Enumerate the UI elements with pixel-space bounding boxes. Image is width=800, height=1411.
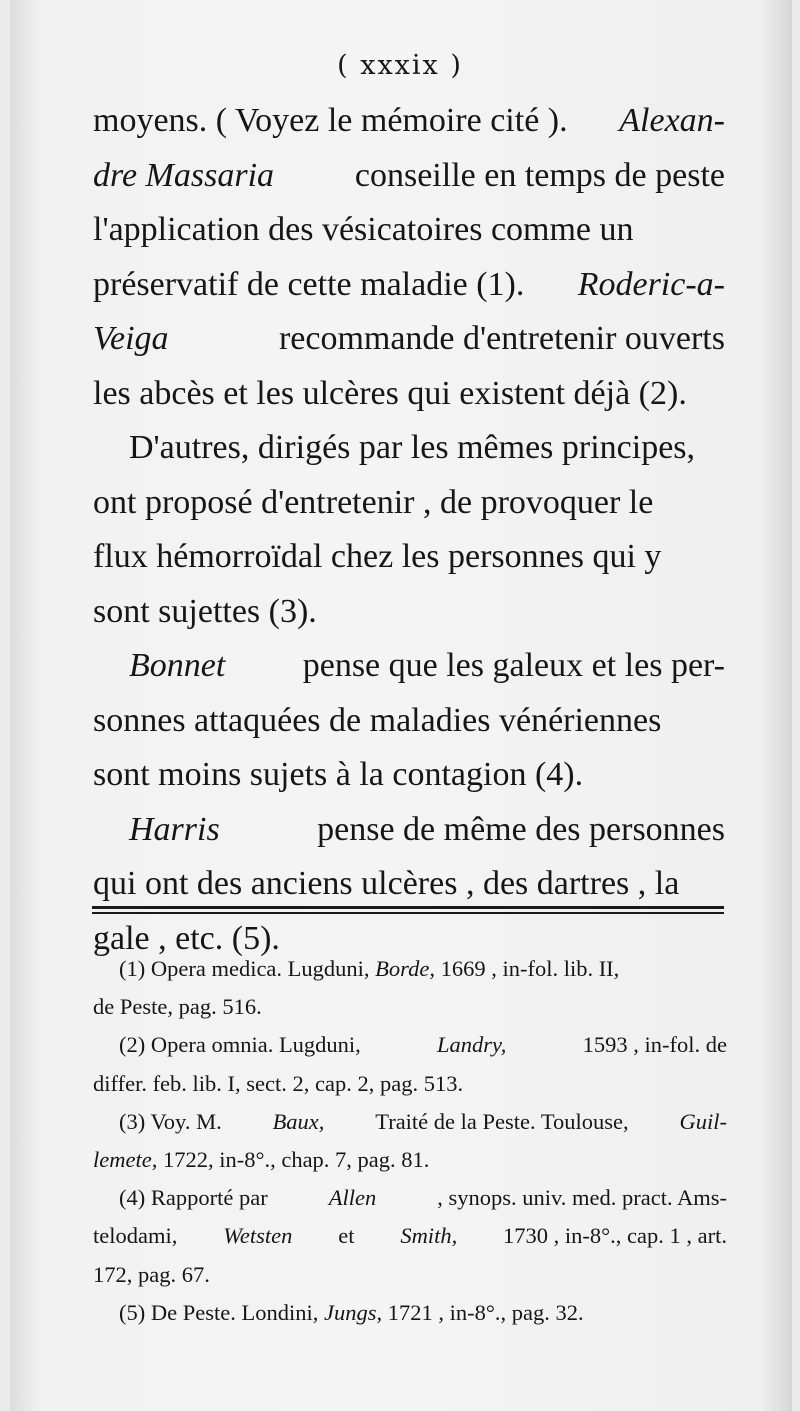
- text-line: [93, 149, 725, 204]
- text-line: l'application des vésicatoires comme un: [93, 211, 634, 248]
- footnote-line: 172, pag. 67.: [93, 1261, 210, 1287]
- text-span: pense de même des personnes: [317, 810, 725, 848]
- text-span: moyens. ( Voyez le mémoire cité ).: [93, 102, 568, 139]
- text-span: recommande d'entretenir ouverts: [278, 320, 725, 357]
- text-span: (1) Opera medica. Lugduni,: [119, 956, 370, 981]
- text-span: telodami,: [93, 1223, 178, 1249]
- text-span: conseille en temps de peste: [354, 156, 725, 194]
- footnote-line: [93, 1026, 727, 1064]
- text-span: (5) De Peste. Londini,: [119, 1299, 319, 1325]
- text-line: sont moins sujets à la contagion (4).: [93, 756, 584, 793]
- text-span-italic: Guil-: [679, 1108, 727, 1134]
- text-span: 1722, in-8°., chap. 7, pag. 81.: [162, 1147, 430, 1173]
- text-span: (4) Rapporté par: [119, 1185, 268, 1211]
- text-span-italic: dre Massaria: [93, 156, 275, 194]
- text-line: qui ont des anciens ulcères , des dartres , la: [93, 865, 680, 902]
- text-span: pense que les galeux et les per-: [302, 647, 725, 684]
- footnote-divider-thin: [92, 912, 724, 914]
- text-line: [93, 803, 725, 858]
- text-span-italic: Allen: [328, 1185, 377, 1211]
- text-span: , synops. univ. med. pract. Ams-: [437, 1185, 727, 1211]
- text-span-italic: Baux,: [272, 1108, 325, 1134]
- text-line: sont sujettes (3).: [93, 592, 317, 630]
- text-span-italic: lemete,: [93, 1147, 158, 1173]
- text-span-italic: Wetsten: [223, 1223, 293, 1249]
- footnote-divider: [92, 906, 724, 909]
- text-span: 1669 , in-fol. lib. II,: [440, 956, 620, 981]
- text-line: [93, 312, 725, 367]
- footnotes: [93, 950, 727, 1332]
- text-span-italic: Landry,: [437, 1032, 507, 1058]
- text-span-italic: Alexan-: [619, 102, 725, 139]
- text-line: flux hémorroïdal chez les personnes qui y: [93, 538, 662, 575]
- text-span: (2) Opera omnia. Lugduni,: [119, 1032, 361, 1058]
- footnote-line: [93, 1217, 727, 1255]
- text-span-italic: Jungs,: [323, 1299, 383, 1325]
- text-span: 1721 , in-8°., pag. 32.: [387, 1299, 584, 1325]
- footnote-line: [93, 1103, 727, 1141]
- footnote-line: differ. feb. lib. I, sect. 2, cap. 2, pag. 513.: [93, 1070, 464, 1096]
- text-span: 1730 , in-8°., cap. 1 , art.: [503, 1223, 727, 1249]
- text-line: ont proposé d'entretenir , de provoquer le: [93, 483, 654, 521]
- text-span: Traité de la Peste. Toulouse,: [375, 1108, 629, 1134]
- text-line: [93, 258, 725, 313]
- text-span-italic: Veiga: [93, 320, 169, 357]
- footnote-line: [93, 950, 727, 988]
- text-line: [93, 94, 725, 149]
- text-span: et: [338, 1223, 355, 1249]
- text-span: 1593 , in-fol. de: [582, 1032, 727, 1058]
- text-span: (3) Voy. M.: [119, 1108, 222, 1134]
- page-number: ( xxxix ): [337, 50, 463, 81]
- text-span-italic: Harris: [129, 810, 220, 848]
- text-span: préservatif de cette maladie (1).: [93, 265, 525, 303]
- footnote-line: [93, 1294, 727, 1332]
- footnote-line: [93, 1141, 727, 1179]
- text-span-italic: Borde,: [375, 956, 435, 981]
- footnote-line: de Peste, pag. 516.: [93, 994, 262, 1020]
- text-line: D'autres, dirigés par les mêmes principes,: [129, 429, 696, 466]
- text-span-italic: Smith,: [400, 1223, 458, 1249]
- text-line: les abcès et les ulcères qui existent déjà (2).: [93, 374, 687, 412]
- text-line: [93, 639, 725, 694]
- text-span-italic: Bonnet: [129, 647, 226, 684]
- main-text: [93, 94, 725, 966]
- footnote-line: [93, 1179, 727, 1217]
- text-line: sonnes attaquées de maladies vénériennes: [93, 701, 662, 739]
- text-span-italic: Roderic-a-: [577, 265, 725, 303]
- text-line: gale , etc. (5).: [93, 919, 280, 957]
